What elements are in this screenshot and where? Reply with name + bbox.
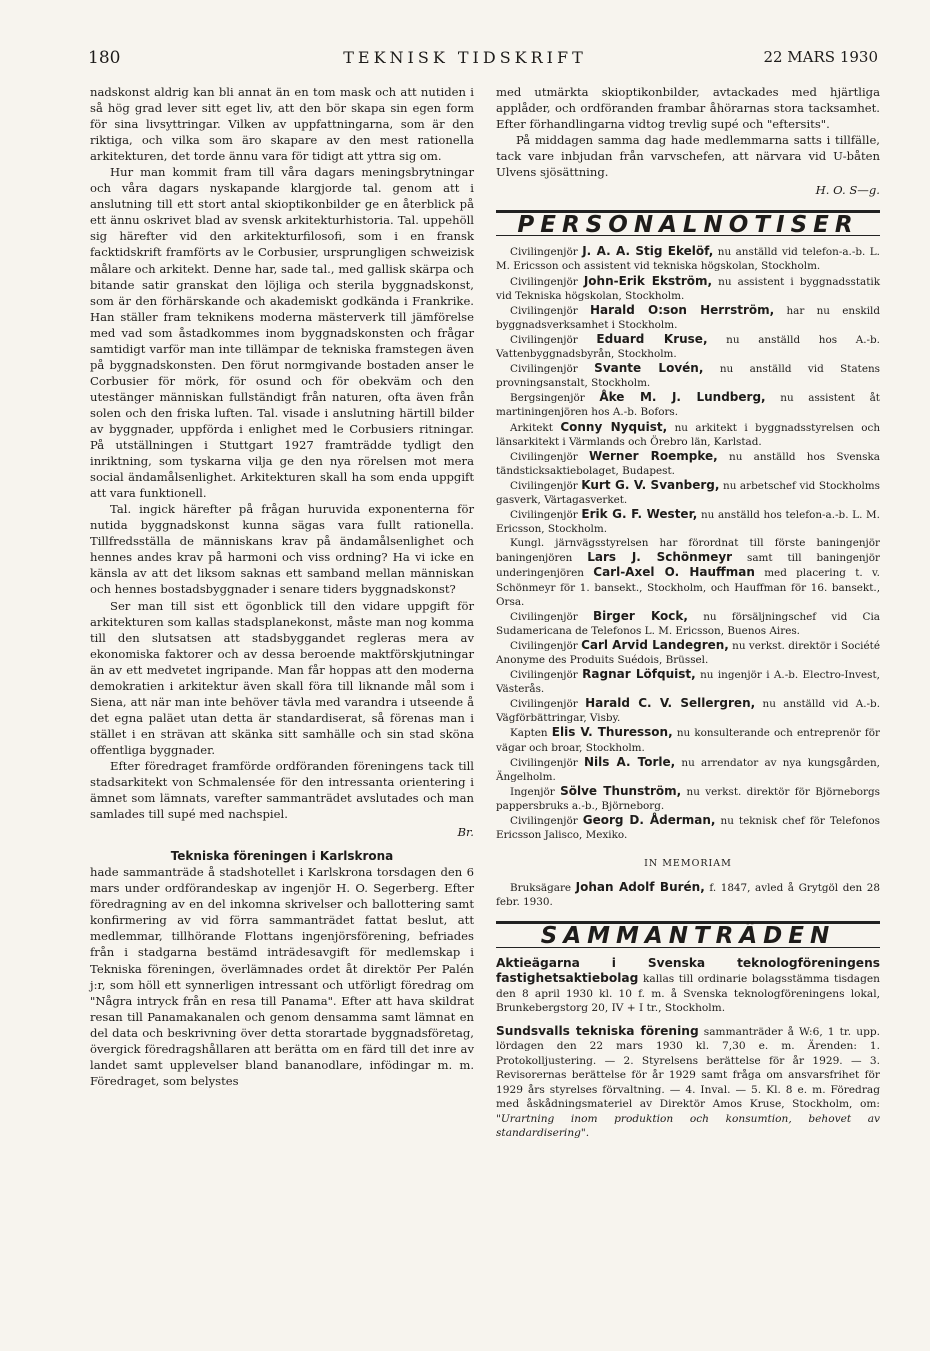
notice-person-name: Lars J. Schönmeyr: [587, 550, 733, 565]
personal-notice: [496, 303, 880, 332]
notice-person-name: Conny Nyquist,: [560, 419, 668, 434]
notice-title: Ingenjör: [510, 785, 555, 798]
signature: Br.: [457, 825, 474, 840]
notice-person-name: Eduard Kruse,: [596, 331, 708, 346]
notice-text: nu arbetschef vid Stockholms gasverk, Värtagasverket.: [496, 479, 880, 506]
paragraph: Efter föredraget framförde ordföranden föreningens tack till stadsarkitekt von Schmalensée för den intressanta orientering i ämnet som lämnats, varefter sammanträdet avslutades och man samlades till supé med nachspiel.: [90, 758, 474, 822]
personal-notice: [496, 361, 880, 390]
notice-person-name: Erik G. F. Wester,: [581, 507, 698, 522]
paragraph: Hur man kommit fram till våra dagars meningsbrytningar och våra dagars nyskapande klargjorde tal. genom att i anslutning till ett stort antal skioptikonbilder ge en återblick på ett ännu oskrivet blad av svensk arkitekturhistoria. Tal. uppehöll sig härefter vid den arkitekturfilosofi, som i en fransk facktidskrift framförts av le Corbusier, ursprungligen schweizisk målare och arkitekt. Denne har, sade tal., med gallisk skärpa och bitande satir granskat den löjliga och sterila byggnadskonst, som är den förhärskande och akademiskt godkända i Frankrike. Han ställer fram teknikens moderna mästerverk till jämförelse med vad som åstadkommes inom byggnadskonsten och frågar samtidigt varför man inte tillämpar de tekniska framstegen även på byggnadskonsten. Den förut normgivande bostaden anser le Corbusier för mörk, för osund och för obekväm och den utestänger människan fullständigt från naturen, ofta även från solen och den friska luften. Tal. visade i anslutning härtill bilder av byggnader, uppförda i enlighet med le Corbusiers ritningar. På utställningen i Stuttgart 1927 framträdde tydligt den inriktning, som tyskarna vilja ge den nya rörelsen mot mera social ändamålsenlighet. Arkitekturen skall ha som enda uppgift att vara funktionell.: [90, 165, 474, 501]
notice-text: f. 1847, avled å Grytgöl den 28 febr. 1930.: [496, 882, 880, 909]
notice-title: Arkitekt: [510, 421, 553, 434]
notice-text: har nu enskild byggnadsverksamhet i Stockholm.: [496, 304, 880, 331]
paragraph: med utmärkta skioptikonbilder, avtackades med hjärtliga applåder, och ordföranden frambar åhörarnas stora tacksamhet. Efter förhandlingarna vidtog trevlig supé och "eftersits".: [496, 85, 880, 132]
personal-notice: [496, 507, 880, 536]
issue-date: 22 MARS 1930: [763, 48, 878, 66]
personal-notice: [496, 420, 880, 449]
notice-person-name: Nils A. Torle,: [583, 754, 676, 769]
personal-notice: [496, 755, 880, 784]
notice-text: nu anställd hos telefon-a.-b. L. M. Ericsson, Stockholm.: [496, 509, 880, 536]
journal-title: TEKNISK TIDSKRIFT: [343, 48, 587, 67]
meeting-text: sammanträder å W:6, 1 tr. upp. lördagen den 22 mars 1930 kl. 7,30 e. m. Ärenden: 1. Protokolljustering. — 2. Styrelsens berättelse för år 1929. — 3. Revisorernas berättelse för år 1929 samt fråga om ansvarsfrihet för 1929 års styrelses förvaltning. — 4. Inval. — 5. Kl. 8 e. m. Föredrag med åskådningsmateriel av Direktör Amos Kruse, Stockholm, om:: [496, 1025, 880, 1110]
notice-title: Civilingenjör: [510, 698, 578, 711]
notice-text: nu assistent i byggnadsstatik vid Tekniska högskolan, Stockholm.: [496, 275, 881, 302]
notice-title: Civilingenjör: [510, 669, 578, 682]
personal-notice: [496, 638, 880, 667]
notice-title: Civilingenjör: [510, 509, 578, 522]
page-header: [0, 48, 930, 72]
notice-person-name: Werner Roempke,: [589, 448, 718, 463]
personalnotiser-heading: PERSONALNOTISER: [496, 210, 880, 236]
notice-text: nu konsulterande och entreprenör för vägar och broar, Stockholm.: [496, 727, 880, 754]
notice-person-name: Georg D. Åderman,: [582, 813, 716, 828]
notice-title: Kapten: [510, 727, 548, 740]
notice-title: Civilingenjör: [510, 275, 578, 288]
notice-title: Civilingenjör: [510, 450, 578, 463]
meeting-text: kallas till ordinarie bolagsstämma tisdagen den 8 april 1930 kl. 10 f. m. å Svenska teknologföreningens lokal, Brunkebergstorg 20, IV + I tr., Stockholm.: [496, 973, 880, 1014]
notice-text: nu anställd vid telefon-a.-b. L. M. Ericsson och assistent vid tekniska högskolan, Stockholm.: [496, 246, 880, 273]
personal-notice: [496, 536, 880, 608]
notice-title: Civilingenjör: [510, 246, 578, 259]
personal-notice: [496, 478, 880, 507]
notice-title: Bergsingenjör: [510, 392, 585, 405]
notice-text: nu ingenjör i A.-b. Electro-Invest, Västerås.: [496, 669, 880, 696]
personal-notice: [496, 449, 880, 478]
section-subheading: Tekniska föreningen i Karlskrona: [170, 849, 394, 864]
notice-person-name: Elis V. Thuresson,: [551, 725, 673, 740]
memoriam-notice: [496, 880, 880, 909]
notice-title: Civilingenjör: [510, 363, 578, 376]
notice-text: nu teknisk chef för Telefonos Ericsson Jalisco, Mexiko.: [496, 815, 880, 842]
notice-title: Civilingenjör: [510, 479, 578, 492]
notice-person-name: Ragnar Löfquist,: [582, 667, 696, 682]
page-number: 180: [88, 48, 121, 68]
meeting-lecture-title: "Urartning inom produktion och konsumtion, behovet av standardisering".: [496, 1112, 880, 1139]
notice-text: nu arrendator av nya kungsgården, Ängelholm.: [496, 756, 880, 783]
meeting-title: Aktieägarna i Svenska teknologföreningens fastighetsaktiebolag: [496, 955, 880, 985]
personal-notice: [496, 244, 880, 273]
personal-notice: [496, 332, 880, 361]
personal-notice: [496, 390, 880, 419]
notice-text: nu verkst. direktör i Société Anonyme des Produits Suédois, Brüssel.: [496, 639, 880, 666]
notice-person-name: Carl-Axel O. Hauffman: [593, 565, 755, 580]
notice-text: nu assistent åt martiningenjören hos A.-b. Bofors.: [496, 392, 880, 419]
notice-person-name: J. A. A. Stig Ekelöf,: [582, 244, 714, 259]
notice-person-name: Svante Lovén,: [594, 361, 704, 376]
notice-text: nu anställd vid A.-b. Vägförbättringar, Visby.: [496, 698, 881, 725]
notice-person-name: Harald C. V. Sellergren,: [585, 696, 756, 711]
notice-text: nu försäljningschef vid Cia Sudamericana de Telefonos L. M. Ericsson, Buenos Aires.: [496, 610, 880, 637]
notice-title: Bruksägare: [510, 882, 572, 895]
notice-person-name: Birger Kock,: [593, 608, 688, 623]
personal-notice: [496, 725, 880, 754]
notice-title: Civilingenjör: [510, 610, 578, 623]
notice-text: nu anställd hos A.-b. Vattenbyggnadsbyrån, Stockholm.: [496, 333, 880, 361]
memoriam-heading: IN MEMORIAM: [644, 858, 732, 870]
notice-text: nu arkitekt i byggnadsstyrelsen och länsarkitekt i Värmlands och Örebro län, Karlstad.: [496, 421, 881, 448]
paragraph: På middagen samma dag hade medlemmarna satts i tillfälle, tack vare inbjudan från varvschefen, att närvara vid U-båten Ulvens sjösättning.: [496, 133, 880, 180]
personal-notice: [496, 784, 880, 813]
notice-person-name: Sölve Thunström,: [560, 783, 682, 798]
personal-notice: [496, 813, 880, 842]
notice-text: nu verkst. direktör för Björneborgs pappersbruks a.-b., Björneborg.: [496, 785, 880, 812]
notice-text: samt till baningenjör underingenjören: [496, 552, 881, 580]
notice-person-name: Carl Arvid Landegren,: [581, 637, 729, 652]
notice-title: Civilingenjör: [510, 639, 578, 652]
paragraph: Ser man till sist ett ögonblick till den vidare uppgift för arkitekturen som kallas stadsplanekonst, måste man nog komma till den slutsatsen att stadsbyggandet regleras mera av ekonomiska faktorer och av dessa beroende maktförskjutningar än av ett medvetet ingripande. Man får hoppas att den moderna demokratien i arkitektur även skall föra till liknande mål som i Siena, att när man inte behöver tävla med varandra i utseende å det egna paläet utan detta är standardiserat, så förenas man i stället i en strävan att skänka sitt samhälle och sin stad sköna offentliga byggnader.: [90, 598, 474, 757]
left-column: [90, 84, 474, 1089]
paragraph: hade sammanträde å stadshotellet i Karlskrona torsdagen den 6 mars under ordförandeskap av ingenjör H. O. Segerberg. Efter föredragning av en del inkomna skrivelser och ballottering samt konfirmering av vid förra sammanträdet fattat beslut, att medlemmar, tillhörande Flottans ingenjörsförening, befriades från i stadgarna bestämd inträdesavgift för medlemskap i Tekniska föreningen, överlämnades ordet åt direktör Per Palén j:r, som höll ett synnerligen intressant och utförligt föredrag om "Några intryck från en resa till Panama". Efter att hava skildrat resan till Panamakanalen och genom densamma samt lämnat en del data och beskrivning över detta storartade byggnadsföretag, övergick föredragshållaren att berätta om en färd till det inre av landet samt upplevelser bland bananodlare, infödingar m. m. Föredraget, som belystes: [90, 865, 474, 1088]
notice-title: Civilingenjör: [510, 333, 578, 346]
notice-title: Kungl. järnvägsstyrelsen har förordnat till förste baningenjör baningenjören: [496, 537, 880, 565]
notice-person-name: John-Erik Ekström,: [583, 273, 713, 288]
sammantraden-heading: SAMMANTRÄDEN: [496, 921, 880, 947]
meeting-notice: [496, 1024, 880, 1141]
personal-notices-list: [496, 244, 880, 842]
notice-person-name: Kurt G. V. Svanberg,: [581, 477, 720, 492]
personal-notice: [496, 609, 880, 638]
notice-text: nu anställd hos Svenska tändsticksaktiebolaget, Budapest.: [496, 450, 881, 477]
signature: H. O. S—g.: [815, 183, 880, 198]
right-column: [496, 84, 880, 1149]
notice-person-name: Johan Adolf Burén,: [575, 880, 705, 895]
notice-text: nu anställd vid Statens provningsanstalt, Stockholm.: [496, 363, 880, 390]
meeting-title: Sundsvalls tekniska förening: [496, 1023, 699, 1038]
notice-person-name: Åke M. J. Lundberg,: [599, 390, 766, 405]
notice-text: med placering t. v. Schönmeyr för 1. bansekt., Stockholm, och Hauffman för 16. bansekt., Orsa.: [496, 567, 880, 608]
notice-person-name: Harald O:son Herrström,: [590, 302, 775, 317]
personal-notice: [496, 696, 880, 725]
notice-title: Civilingenjör: [510, 304, 578, 317]
personal-notice: [496, 274, 880, 303]
personal-notice: [496, 667, 880, 696]
paragraph: Tal. ingick härefter på frågan huruvida exponenterna för nutida byggnadskonst kunna sägas vara fullt rationella. Tillfredsställa de människans krav på ändamålsenlighet och hennes andes krav på harmoni och viss ordning? Ha vi icke en känsla av att det liksom saknas ett samband mellan människan och hennes bostadsbyggnader i senare tiders byggnadskonst?: [90, 502, 474, 597]
paragraph: nadskonst aldrig kan bli annat än en tom mask och att nutiden i så hög grad lever sitt eget liv, att den bör skapa sin egen form för sina livsyttringar. Vilken av uppfattningarna, som är den riktiga, och vilka som äro skapare av den mest rationella arkitekturen, det torde ännu vara för tidigt att yttra sig om.: [90, 85, 474, 164]
meeting-notice: [496, 956, 880, 1016]
notice-title: Civilingenjör: [510, 815, 578, 828]
notice-title: Civilingenjör: [510, 756, 578, 769]
